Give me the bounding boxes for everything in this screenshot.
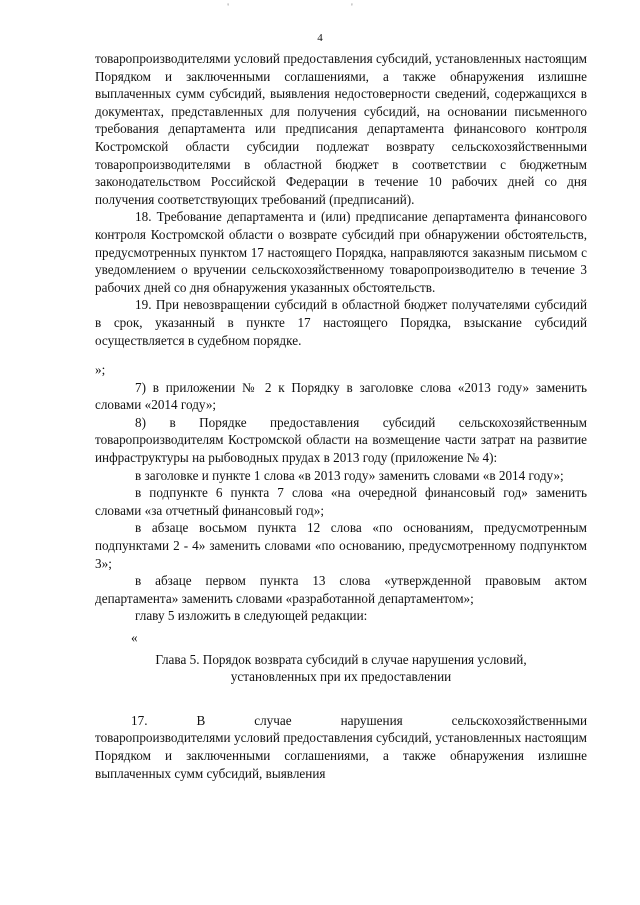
closing-quote: »; xyxy=(95,362,106,378)
paragraph-17-first-line: 17. В случае нарушения сельскохозяйственными xyxy=(131,712,587,728)
page-number: 4 xyxy=(317,32,323,44)
paragraph-continuation: товаропроизводителями условий предоставления субсидий, установленных настоящим Порядком и заключенными соглашениями, а также обнаружения излишне выплаченных сумм субсидий, выявления недостоверности сведений, содержащихся в документах, представленных для получения субсидий, на основании письменного требования департамента или предписания департамента финансового контроля Костромской области субсидии подлежат возврату сельскохозяйственными товаропроизводителями в областной бюджет в соответствии с бюджетным законодательством Российской Федерации в течение 10 рабочих дней со дня получения соответствующих требований (предписаний). xyxy=(95,51,587,207)
paragraph-17-rest: товаропроизводителями условий предоставления субсидий, установленных настоящим Порядком и заключенными соглашениями, а также обнаружения излишне выплаченных сумм субсидий, выявления xyxy=(95,730,587,781)
paragraph-item-8a: в заголовке и пункте 1 слова «в 2013 году» заменить словами «в 2014 году»; xyxy=(135,467,564,483)
paragraph-19: 19. При невозвращении субсидий в областной бюджет получателями субсидий в срок, указанный в пункте 17 настоящего Порядка, взыскание субсидий осуществляется в судебном порядке. xyxy=(95,297,587,348)
scan-marks: ' ' xyxy=(227,2,413,12)
paragraph-item-8e: главу 5 изложить в следующей редакции: xyxy=(135,608,368,624)
document-body xyxy=(95,50,587,782)
paragraph-item-8d: в абзаце первом пункта 13 слова «утвержденной правовым актом департамента» заменить словами «разработанной департаментом»; xyxy=(95,573,587,606)
paragraph-18: 18. Требование департамента и (или) предписание департамента финансового контроля Костромской области о возврате субсидий при обнаружении обстоятельств, предусмотренных пунктом 17 настоящего Порядка, направляются заказным письмом с уведомлением о вручении сельскохозяйственному товаропроизводителю в течение 3 рабочих дней со дня обнаружения указанных обстоятельств. xyxy=(95,209,587,295)
chapter-title-line-1: Глава 5. Порядок возврата субсидий в случае нарушения условий, xyxy=(155,651,527,667)
chapter-title xyxy=(95,651,587,686)
paragraph-item-7: 7) в приложении № 2 к Порядку в заголовке слова «2013 году» заменить словами «2014 году»; xyxy=(95,379,587,413)
chapter-title-line-2: установленных при их предоставлении xyxy=(230,669,452,685)
paragraph-item-8c: в абзаце восьмом пункта 12 слова «по основаниям, предусмотренным подпунктами 2 - 4» заменить словами «по основанию, предусмотренному подпунктом 3»; xyxy=(95,520,587,571)
paragraph-item-8: 8) в Порядке предоставления субсидий сельскохозяйственным товаропроизводителям Костромской области на возмещение части затрат на развитие инфраструктуры на рыбоводных прудах в 2013 году (приложение № 4): xyxy=(95,414,587,466)
paragraph-item-8b: в подпункте 6 пункта 7 слова «на очередной финансовый год» заменить словами «за отчетный финансовый год»; xyxy=(95,485,587,518)
opening-quote: « xyxy=(131,630,138,645)
